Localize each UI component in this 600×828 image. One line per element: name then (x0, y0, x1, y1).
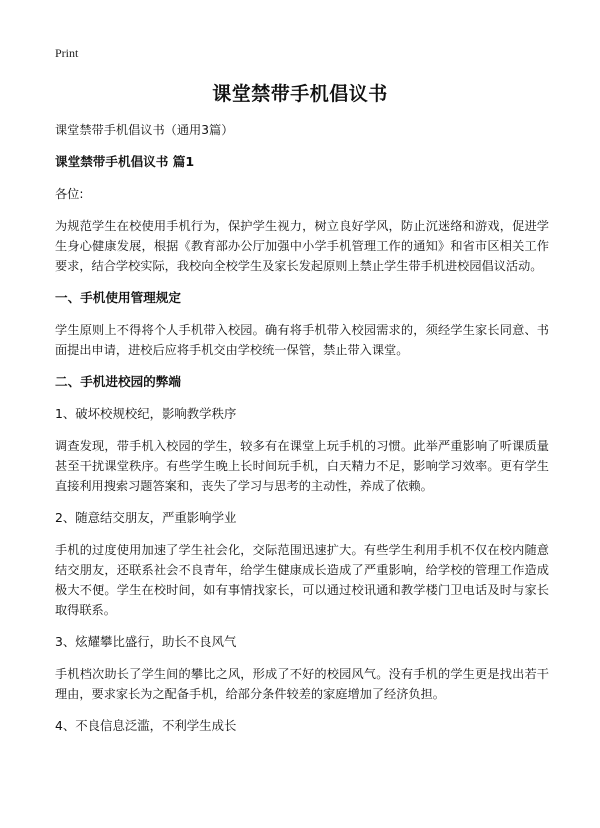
heading-usage-rules: 一、手机使用管理规定 (55, 290, 181, 305)
subheading-1: 1、破坏校规校纪，影响教学秩序 (55, 406, 237, 421)
paragraph-3: 手机档次助长了学生间的攀比之风，形成了不好的校园风气。没有手机的学生更是找出若干理由，要求家长为之配备手机，给部分条件较差的家庭增加了经济负担。 (55, 667, 549, 701)
section-heading: 课堂禁带手机倡议书 篇1 (55, 154, 195, 169)
intro-paragraph: 为规范学生在校使用手机行为，保护学生视力，树立良好学风，防止沉迷络和游戏，促进学生身心健康发展，根据《教育部办公厅加强中小学手机管理工作的通知》和省市区相关工作要求，结合学校实际，我校向全校学生及家长发起原则上禁止学生带手机进校园倡议活动。 (55, 219, 549, 273)
document-subtitle: 课堂禁带手机倡议书（通用3篇） (55, 123, 234, 137)
salutation: 各位: (55, 187, 84, 201)
paragraph-2: 手机的过度使用加速了学生社会化，交际范围迅速扩大。有些学生利用手机不仅在校内随意结交朋友，还联系社会不良青年，给学生健康成长造成了严重影响，给学校的管理工作造成极大不便。学生在校时间，如有事情找家长，可以通过校讯通和教学楼门卫电话及时与家长取得联系。 (55, 543, 549, 617)
paragraph-1: 调查发现，带手机入校园的学生，较多有在课堂上玩手机的习惯。此举严重影响了听课质量甚至干扰课堂秩序。有些学生晚上长时间玩手机，白天精力不足，影响学习效率。更有学生直接利用搜索习题答案和，丧失了学习与思考的主动性，养成了依赖。 (55, 439, 549, 493)
heading-disadvantages: 二、手机进校园的弊端 (55, 374, 181, 389)
subheading-4: 4、不良信息泛滥，不利学生成长 (55, 718, 237, 733)
document-body (55, 120, 549, 748)
print-link[interactable]: Print (55, 46, 79, 60)
paragraph-usage-rules: 学生原则上不得将个人手机带入校园。确有将手机带入校园需求的，须经学生家长同意、书面提出申请，进校后应将手机交由学校统一保管，禁止带入课堂。 (55, 323, 549, 357)
subheading-2: 2、随意结交朋友，严重影响学业 (55, 510, 237, 525)
subheading-3: 3、炫耀攀比盛行，助长不良风气 (55, 634, 237, 649)
document-title: 课堂禁带手机倡议书 (212, 83, 388, 105)
